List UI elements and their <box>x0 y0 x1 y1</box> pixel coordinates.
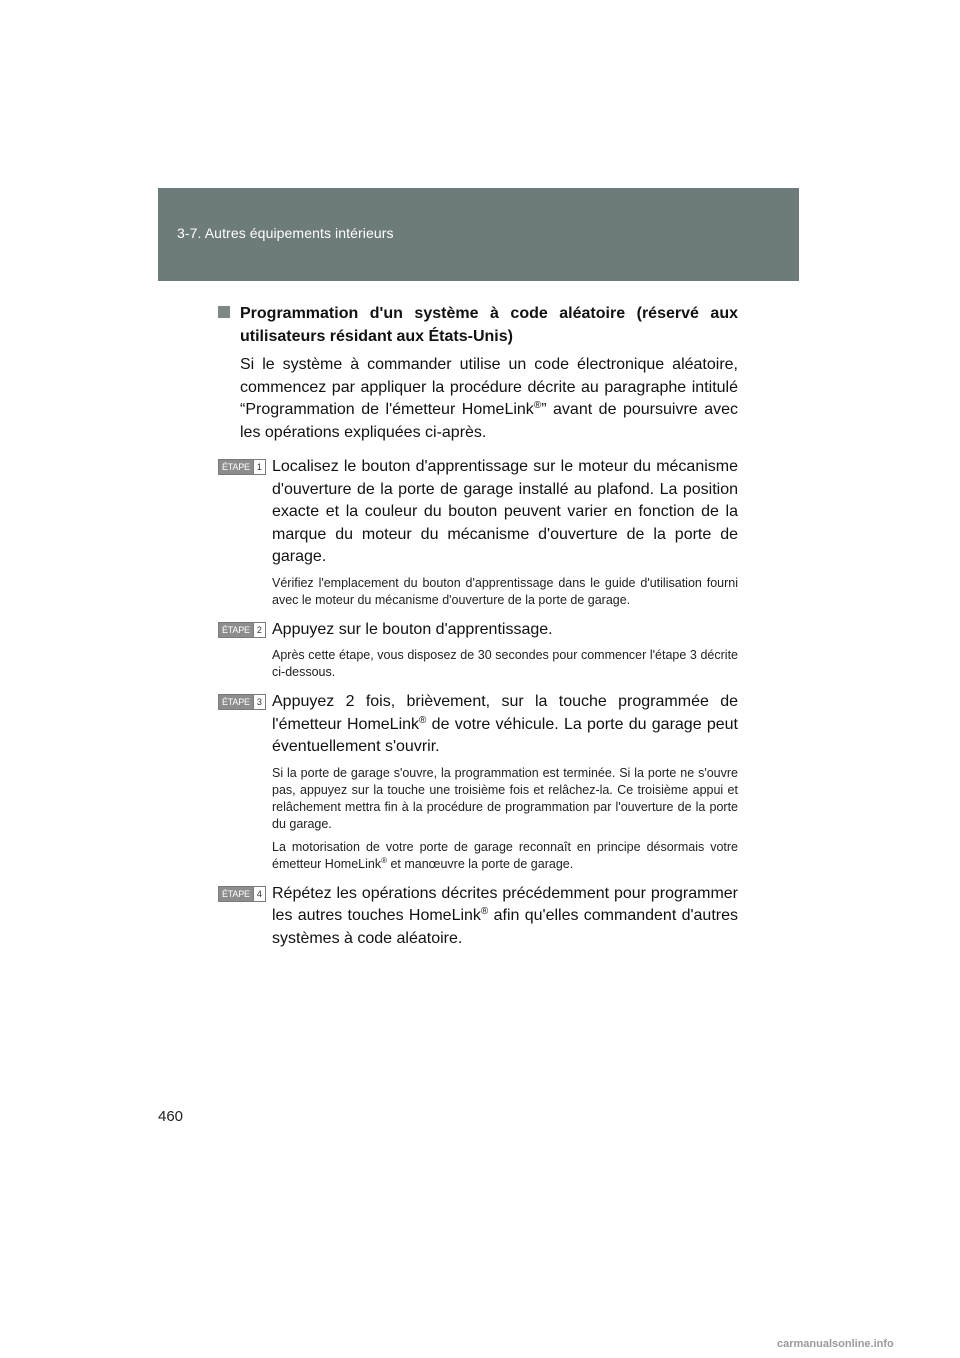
step-text-part1: Répétez les opérations décrites précédemment pour programmer les autres touches HomeLink <box>272 884 738 924</box>
header-band <box>158 188 799 281</box>
intro-paragraph <box>218 354 738 444</box>
section-title: Programmation d'un système à code aléatoire (réservé aux utilisateurs résidant aux États-Unis) <box>240 305 738 345</box>
step-number: 1 <box>253 460 265 474</box>
registered-mark: ® <box>533 400 542 411</box>
page-number: 460 <box>158 1108 184 1125</box>
step-instruction: Localisez le bouton d'apprentissage sur le moteur du mécanisme d'ouverture de la porte de garage installé au plafond. La position exacte et la couleur du bouton peuvent varier en fonction de la marque du moteur du mécanisme d'ouverture de la porte de garage. <box>272 458 738 565</box>
section-title-block <box>218 302 738 348</box>
step-instruction: Appuyez sur le bouton d'apprentissage. <box>272 620 553 638</box>
square-bullet-icon <box>218 306 230 318</box>
step-text-part1: Appuyez 2 fois, brièvement, sur la touche programmée de l'émetteur HomeLink <box>272 693 738 733</box>
step-note: Vérifiez l'emplacement du bouton d'apprentissage dans le guide d'utilisation fourni avec le moteur du mécanisme d'ouverture de la porte de garage. <box>272 575 738 607</box>
step-3 <box>218 691 738 873</box>
step-note: Après cette étape, vous disposez de 30 secondes pour commencer l'étape 3 décrite ci-dessous. <box>272 648 738 679</box>
main-content <box>218 302 738 950</box>
step-4 <box>218 883 738 951</box>
note-text-part1: La motorisation de votre porte de garage reconnaît en principe désormais votre émetteur HomeLink <box>272 839 738 871</box>
registered-mark: ® <box>381 855 387 865</box>
step-badge-2 <box>218 622 266 638</box>
step-1 <box>218 456 738 609</box>
step-number: 3 <box>253 695 265 709</box>
intro-text-part1: Si le système à commander utilise un code électronique aléatoire, commencez par appliquer la procédure décrite au paragraphe intitulé “Programmation de l'émetteur HomeLink <box>240 356 738 418</box>
registered-mark: ® <box>419 714 427 726</box>
step-text-part2: de votre véhicule. La porte du garage peut éventuellement s'ouvrir. <box>272 715 738 755</box>
step-label: ÉTAPE <box>219 460 253 474</box>
step-note: Si la porte de garage s'ouvre, la programmation est terminée. Si la porte ne s'ouvre pas, appuyez sur la touche une troisième fois et relâchez-la. Ce troisième appui et relâchement mettra fin à la procédure de programmation par l'ouverture de la porte du garage. <box>272 765 738 831</box>
step-text-part2: afin qu'elles commandent d'autres systèmes à code aléatoire. <box>272 907 739 947</box>
step-label: ÉTAPE <box>219 695 253 709</box>
step-number: 4 <box>253 887 265 901</box>
step-label: ÉTAPE <box>219 887 253 901</box>
step-number: 2 <box>253 623 265 637</box>
watermark: carmanualsonline.info <box>777 1338 894 1350</box>
step-2 <box>218 619 738 682</box>
step-instruction <box>272 883 738 951</box>
section-header: 3-7. Autres équipements intérieurs <box>177 225 394 241</box>
step-badge-1 <box>218 459 266 475</box>
intro-text-part2: ” avant de poursuivre avec les opérations expliquées ci-après. <box>240 401 738 441</box>
step-badge-3 <box>218 694 266 710</box>
registered-mark: ® <box>480 906 489 917</box>
note-text-part2: et manœuvre la porte de garage. <box>386 856 574 871</box>
step-instruction <box>272 691 738 759</box>
step-note-2 <box>272 839 738 873</box>
step-badge-4 <box>218 886 266 902</box>
step-label: ÉTAPE <box>219 623 253 637</box>
